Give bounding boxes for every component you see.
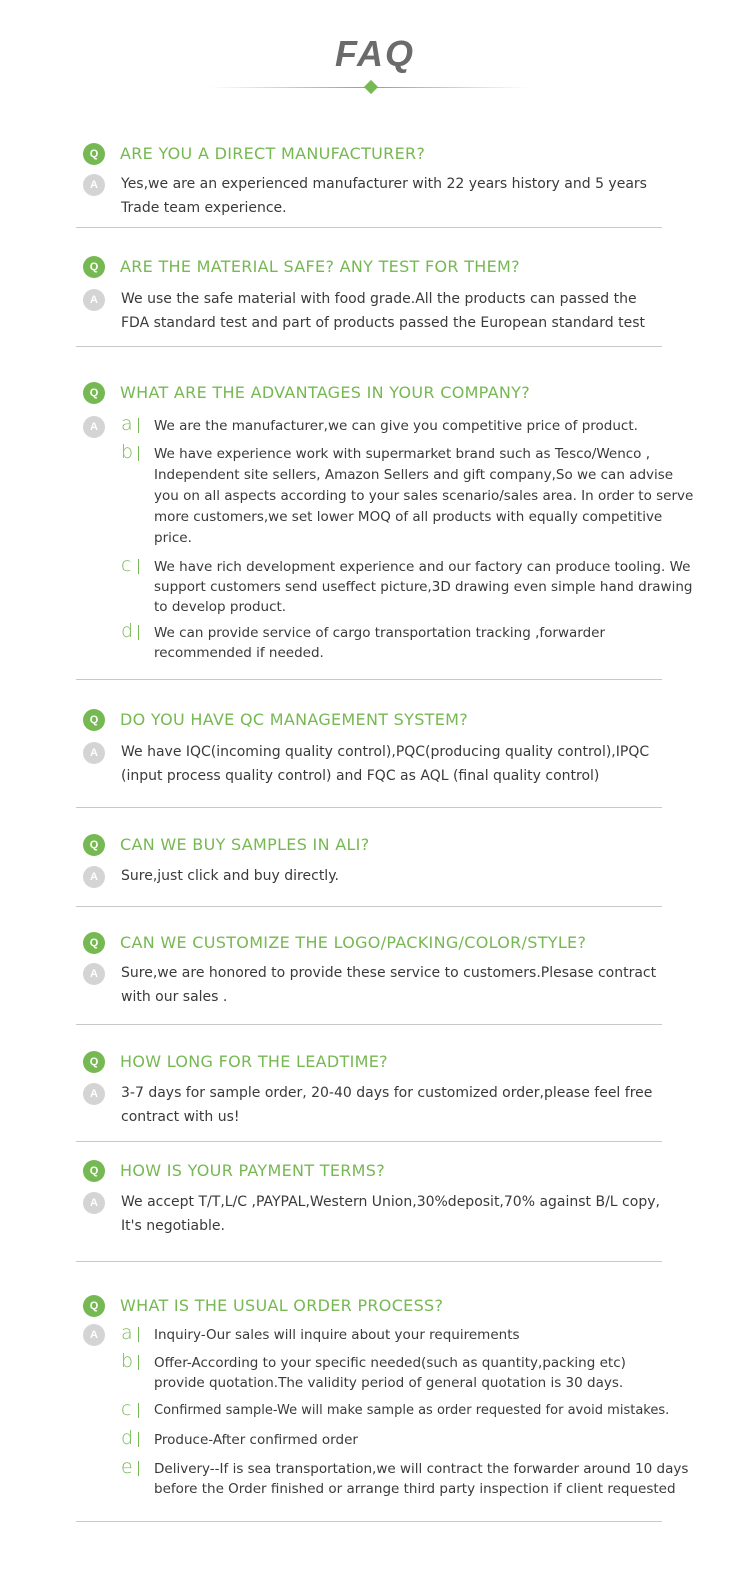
list-marker-bar [138, 625, 139, 640]
faq-question: HOW LONG FOR THE LEADTIME? [120, 1052, 388, 1071]
faq-question: CAN WE BUY SAMPLES IN ALI? [120, 835, 370, 854]
question-icon: Q [83, 382, 105, 404]
question-icon: Q [83, 709, 105, 731]
list-item: Offer-According to your specific needed(such as quantity,packing etc) provide quotation.The validity period of general quotation is 30 days. [154, 1355, 626, 1391]
list-marker-bar [138, 418, 139, 433]
question-icon: Q [83, 932, 105, 954]
list-marker-bar [138, 446, 139, 461]
answer-icon: A [83, 174, 105, 196]
faq-answer: Yes,we are an experienced manufacturer with 22 years history and 5 years Trade team experience. [121, 176, 647, 216]
list-marker: b [121, 1350, 134, 1372]
faq-answer: Sure,just click and buy directly. [121, 868, 339, 884]
list-marker: d [121, 1427, 134, 1449]
faq-question: DO YOU HAVE QC MANAGEMENT SYSTEM? [120, 710, 469, 729]
list-item: We are the manufacturer,we can give you competitive price of product. [154, 418, 638, 434]
question-icon: Q [83, 834, 105, 856]
answer-icon: A [83, 1324, 105, 1346]
faq-answer: We have IQC(incoming quality control),PQC(producing quality control),IPQC (input process quality control) and FQC as AQL (final quality control) [121, 744, 650, 784]
list-marker: c [121, 1398, 132, 1420]
faq-answer: We use the safe material with food grade.All the products can passed the FDA standard test and part of products passed the European standard test [121, 291, 645, 331]
list-marker-bar [138, 1355, 139, 1370]
divider [76, 1261, 662, 1262]
question-icon: Q [83, 1160, 105, 1182]
answer-icon: A [83, 963, 105, 985]
faq-answer: Sure,we are honored to provide these service to customers.Plesase contract with our sales . [121, 965, 657, 1005]
divider [76, 906, 662, 907]
title-diamond-icon [364, 80, 378, 94]
list-item: Confirmed sample-We will make sample as order requested for avoid mistakes. [154, 1403, 670, 1418]
faq-question: HOW IS YOUR PAYMENT TERMS? [120, 1161, 385, 1180]
divider [76, 1024, 662, 1025]
divider [76, 346, 662, 347]
faq-question: ARE THE MATERIAL SAFE? ANY TEST FOR THEM? [120, 257, 520, 276]
page-title: FAQ [334, 33, 415, 74]
faq-answer: 3-7 days for sample order, 20-40 days for customized order,please feel free contract with us! [121, 1085, 653, 1125]
list-marker: d [121, 620, 134, 642]
list-marker: a [121, 413, 133, 435]
faq-question: CAN WE CUSTOMIZE THE LOGO/PACKING/COLOR/STYLE? [120, 933, 587, 952]
divider [76, 1521, 662, 1522]
list-marker: b [121, 441, 134, 463]
list-marker: e [121, 1456, 133, 1478]
list-item: Delivery--If is sea transportation,we will contract the forwarder around 10 days before the Order finished or arrange third party inspection if client requested [154, 1461, 689, 1497]
faq-question: WHAT IS THE USUAL ORDER PROCESS? [120, 1296, 444, 1315]
divider [76, 1141, 662, 1142]
answer-icon: A [83, 1083, 105, 1105]
divider [76, 227, 662, 228]
list-marker-bar [138, 1327, 139, 1342]
faq-question: ARE YOU A DIRECT MANUFACTURER? [120, 144, 426, 163]
question-icon: Q [83, 1051, 105, 1073]
list-marker: a [121, 1322, 133, 1344]
question-icon: Q [83, 1295, 105, 1317]
list-marker-bar [138, 1432, 139, 1447]
list-marker: c [121, 554, 132, 576]
answer-icon: A [83, 416, 105, 438]
answer-icon: A [83, 742, 105, 764]
faq-question: WHAT ARE THE ADVANTAGES IN YOUR COMPANY? [120, 383, 530, 402]
list-item: Inquiry-Our sales will inquire about your requirements [154, 1327, 520, 1343]
divider [76, 679, 662, 680]
list-item: We can provide service of cargo transportation tracking ,forwarder recommended if needed. [154, 625, 605, 661]
list-item: We have rich development experience and our factory can produce tooling. We support customers send useffect picture,3D drawing even simple hand drawing to develop product. [154, 559, 693, 615]
answer-icon: A [83, 289, 105, 311]
list-item: We have experience work with supermarket brand such as Tesco/Wenco , Independent site sellers, Amazon Sellers and gift company,So we can advise you on all aspects according to your sales scenario/sales area. In order to serve more customers,we set lower MOQ of all products with equally competitive price. [154, 446, 694, 546]
question-icon: Q [83, 256, 105, 278]
answer-icon: A [83, 866, 105, 888]
answer-icon: A [83, 1192, 105, 1214]
list-item: Produce-After confirmed order [154, 1432, 358, 1448]
list-marker-bar [138, 1461, 139, 1476]
question-icon: Q [83, 143, 105, 165]
list-marker-bar [138, 1403, 139, 1418]
faq-answer: We accept T/T,L/C ,PAYPAL,Western Union,30%deposit,70% against B/L copy, It's negotiable. [121, 1194, 660, 1234]
list-marker-bar [138, 559, 139, 574]
divider [76, 807, 662, 808]
